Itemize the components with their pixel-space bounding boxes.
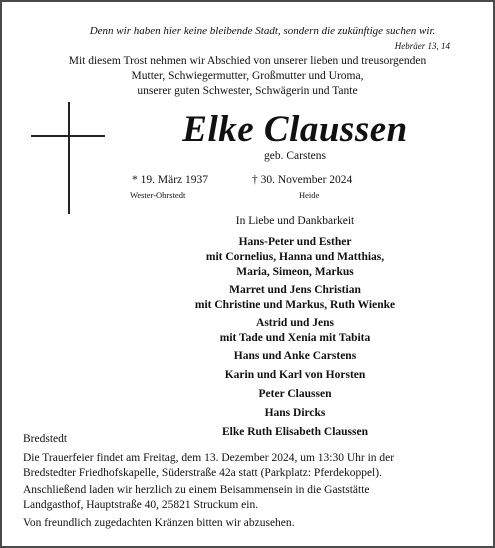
mourner-line: Astrid und Jens <box>256 317 334 329</box>
mourners-heading: In Liebe und Dankbarkeit <box>235 215 355 227</box>
death-place: Heide <box>299 190 320 200</box>
mourner-line: Hans-Peter und Esther <box>238 236 352 248</box>
mourner-line: mit Cornelius, Hanna und Matthias, <box>205 251 385 263</box>
notice-line: Die Trauerfeier findet am Freitag, dem 13. Dezember 2024, um 13:30 Uhr in der <box>23 452 395 464</box>
mourner-line: mit Tade und Xenia mit Tabita <box>219 332 371 344</box>
cross-icon-bar <box>31 135 105 137</box>
notice-line: Von freundlich zugedachten Kränzen bitten wir abzusehen. <box>23 517 295 529</box>
notice-line: Landgasthof, Hauptstraße 40, 25821 Struckum ein. <box>23 499 259 511</box>
intro-line-2: Mutter, Schwiegermutter, Großmutter und Uroma, <box>131 70 364 82</box>
mourner-line: Elke Ruth Elisabeth Claussen <box>221 426 369 438</box>
mourner-line: Marret und Jens Christian <box>229 284 361 296</box>
mourner-line: Karin und Karl von Horsten <box>224 369 366 381</box>
mourner-line: mit Christine und Markus, Ruth Wienke <box>194 299 396 311</box>
mourner-line: Hans Dircks <box>264 407 326 419</box>
birth-name: geb. Carstens <box>264 150 326 162</box>
death-date: † 30. November 2024 <box>252 174 353 186</box>
intro-line-1: Mit diesem Trost nehmen wir Abschied von unserer lieben und treusorgenden <box>68 55 427 67</box>
bible-verse: Denn wir haben hier keine bleibende Stadt, sondern die zukünftige suchen wir. <box>89 25 436 37</box>
location: Bredstedt <box>23 433 68 445</box>
mourner-line: Peter Claussen <box>258 388 332 400</box>
deceased-name: Elke Claussen <box>182 109 408 150</box>
mourner-line: Hans und Anke Carstens <box>233 350 357 362</box>
intro-line-3: unserer guten Schwester, Schwägerin und Tante <box>137 85 358 97</box>
verse-reference: Hebräer 13, 14 <box>394 41 450 51</box>
notice-line: Anschließend laden wir herzlich zu einem Beisammensein in die Gaststätte <box>23 484 370 496</box>
cross-icon <box>68 102 70 214</box>
birth-place: Wester-Ohrstedt <box>130 190 186 200</box>
mourner-line: Maria, Simeon, Markus <box>236 266 354 278</box>
birth-date: * 19. März 1937 <box>132 174 209 186</box>
notice-line: Bredstedter Friedhofskapelle, Süderstraße 42a statt (Parkplatz: Pferdekoppel). <box>23 467 382 479</box>
